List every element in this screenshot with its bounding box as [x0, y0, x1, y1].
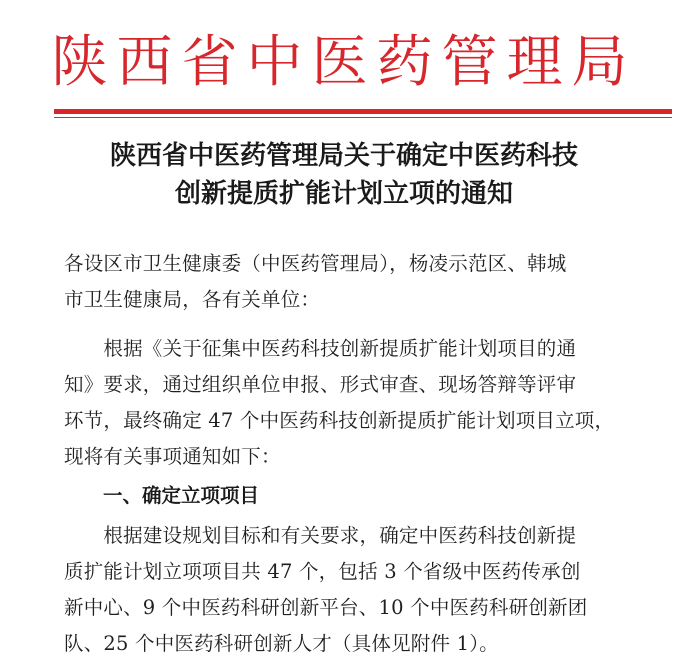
paragraph-1-line-2: 知》要求，通过组织单位申报、形式审查、现场答辩等评审: [64, 373, 577, 396]
paragraph-1-line-1: 根据《关于征集中医药科技创新提质扩能计划项目的通: [64, 337, 577, 360]
paragraph-1-line-4: 现将有关事项通知如下：: [64, 445, 281, 468]
document-title-line-2: 创新提质扩能计划立项的通知: [174, 179, 513, 209]
paragraph-2-line-2: 质扩能计划立项项目共 47 个，包括 3 个省级中医药传承创: [64, 560, 581, 583]
salutation-line-2: 市卫生健康局，各有关单位：: [64, 288, 321, 311]
document-title-line-1: 陕西省中医药管理局关于确定中医药科技: [109, 141, 578, 171]
masthead-org-name: 陕西省中医药管理局: [51, 30, 637, 95]
paragraph-2-line-4: 队、25 个中医药科研创新人才（具体见附件 1）。: [64, 632, 499, 655]
paragraph-1-line-3: 环节，最终确定 47 个中医药科技创新提质扩能计划项目立项，: [64, 409, 615, 432]
paragraph-2-line-3: 新中心、9 个中医药科研创新平台、10 个中医药科研创新团: [64, 596, 588, 619]
masthead-red-rule-thick: [54, 109, 672, 114]
section-1-heading: 一、确定立项项目: [64, 484, 260, 507]
paragraph-2-line-1: 根据建设规划目标和有关要求，确定中医药科技创新提: [64, 524, 577, 547]
salutation-line-1: 各设区市卫生健康委（中医药管理局），杨凌示范区、韩城: [64, 252, 567, 275]
masthead-red-rule-thin: [54, 117, 672, 118]
